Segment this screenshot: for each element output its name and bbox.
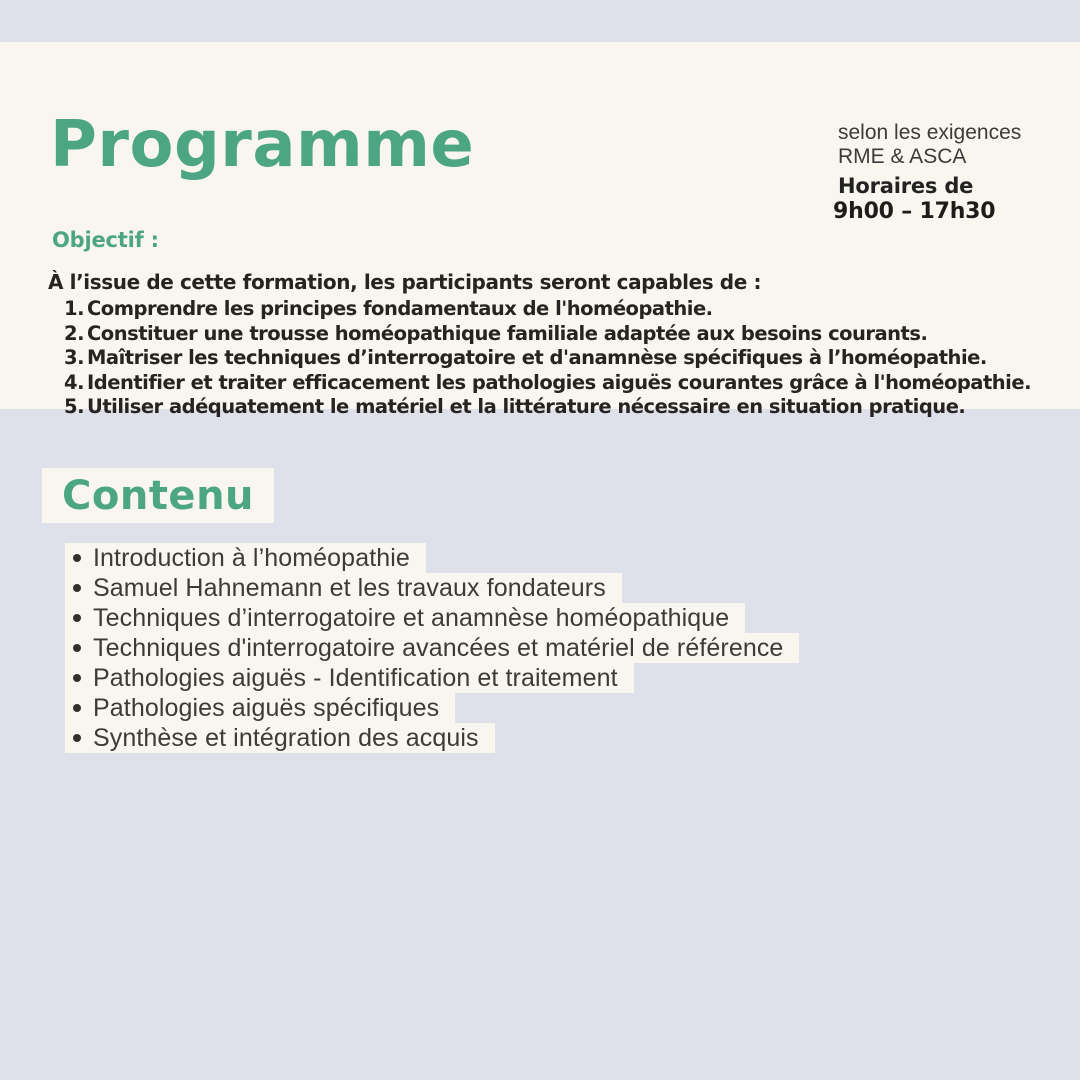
content-heading: Contenu xyxy=(62,472,255,519)
topic-row xyxy=(65,663,618,693)
bullet-icon xyxy=(73,674,81,682)
requirements-line2: RME & ASCA xyxy=(838,145,967,168)
bullet-icon xyxy=(73,704,81,712)
topic-item xyxy=(65,633,799,663)
objective-item: Identifier et traiter efficacement les pathologies aiguës courantes grâce à l'homéopathie. xyxy=(87,370,1031,394)
topic-item xyxy=(65,663,634,693)
bullet-icon xyxy=(73,584,81,592)
topic-item xyxy=(65,543,426,573)
requirements-block xyxy=(833,121,1063,225)
schedule-value: 9h00 – 17h30 xyxy=(833,199,996,224)
objective-heading: Objectif : xyxy=(52,228,159,252)
page-title: Programme xyxy=(50,108,475,182)
topic-label: Pathologies aiguës spécifiques xyxy=(93,693,440,722)
topic-item xyxy=(65,573,622,603)
objective-intro: À l’issue de cette formation, les participants seront capables de : xyxy=(48,270,762,294)
topic-label: Pathologies aiguës - Identification et traitement xyxy=(93,663,618,692)
topic-item xyxy=(65,603,745,633)
objective-list xyxy=(48,297,1058,420)
topic-row xyxy=(65,573,606,603)
content-heading-box xyxy=(42,468,274,523)
objective-item: Comprendre les principes fondamentaux de l'homéopathie. xyxy=(87,297,713,320)
topic-row xyxy=(65,723,479,753)
topic-label: Techniques d’interrogatoire et anamnèse homéopathique xyxy=(93,603,730,632)
objective-item: Maîtriser les techniques d’interrogatoire et d'anamnèse spécifiques à l’homéopathie. xyxy=(87,346,987,370)
topics-list xyxy=(65,543,799,753)
schedule-label: Horaires de xyxy=(838,174,974,198)
header-panel xyxy=(0,42,1080,419)
topic-label: Synthèse et intégration des acquis xyxy=(93,723,479,752)
objective-item: Constituer une trousse homéopathique familiale adaptée aux besoins courants. xyxy=(87,321,928,345)
bullet-icon xyxy=(73,644,81,652)
bullet-icon xyxy=(73,734,81,742)
topic-row xyxy=(65,603,729,633)
topic-item xyxy=(65,693,455,723)
topic-row xyxy=(65,633,783,663)
topic-item xyxy=(65,723,495,753)
topic-row xyxy=(65,693,439,723)
bullet-icon xyxy=(73,614,81,622)
topic-label: Introduction à l’homéopathie xyxy=(93,543,410,572)
requirements-line1: selon les exigences xyxy=(838,121,1022,144)
topic-label: Techniques d'interrogatoire avancées et matériel de référence xyxy=(93,633,784,662)
bullet-icon xyxy=(73,554,81,562)
topic-row xyxy=(65,543,410,573)
objective-item: Utiliser adéquatement le matériel et la littérature nécessaire en situation pratique. xyxy=(87,395,966,419)
topic-label: Samuel Hahnemann et les travaux fondateurs xyxy=(93,573,606,602)
